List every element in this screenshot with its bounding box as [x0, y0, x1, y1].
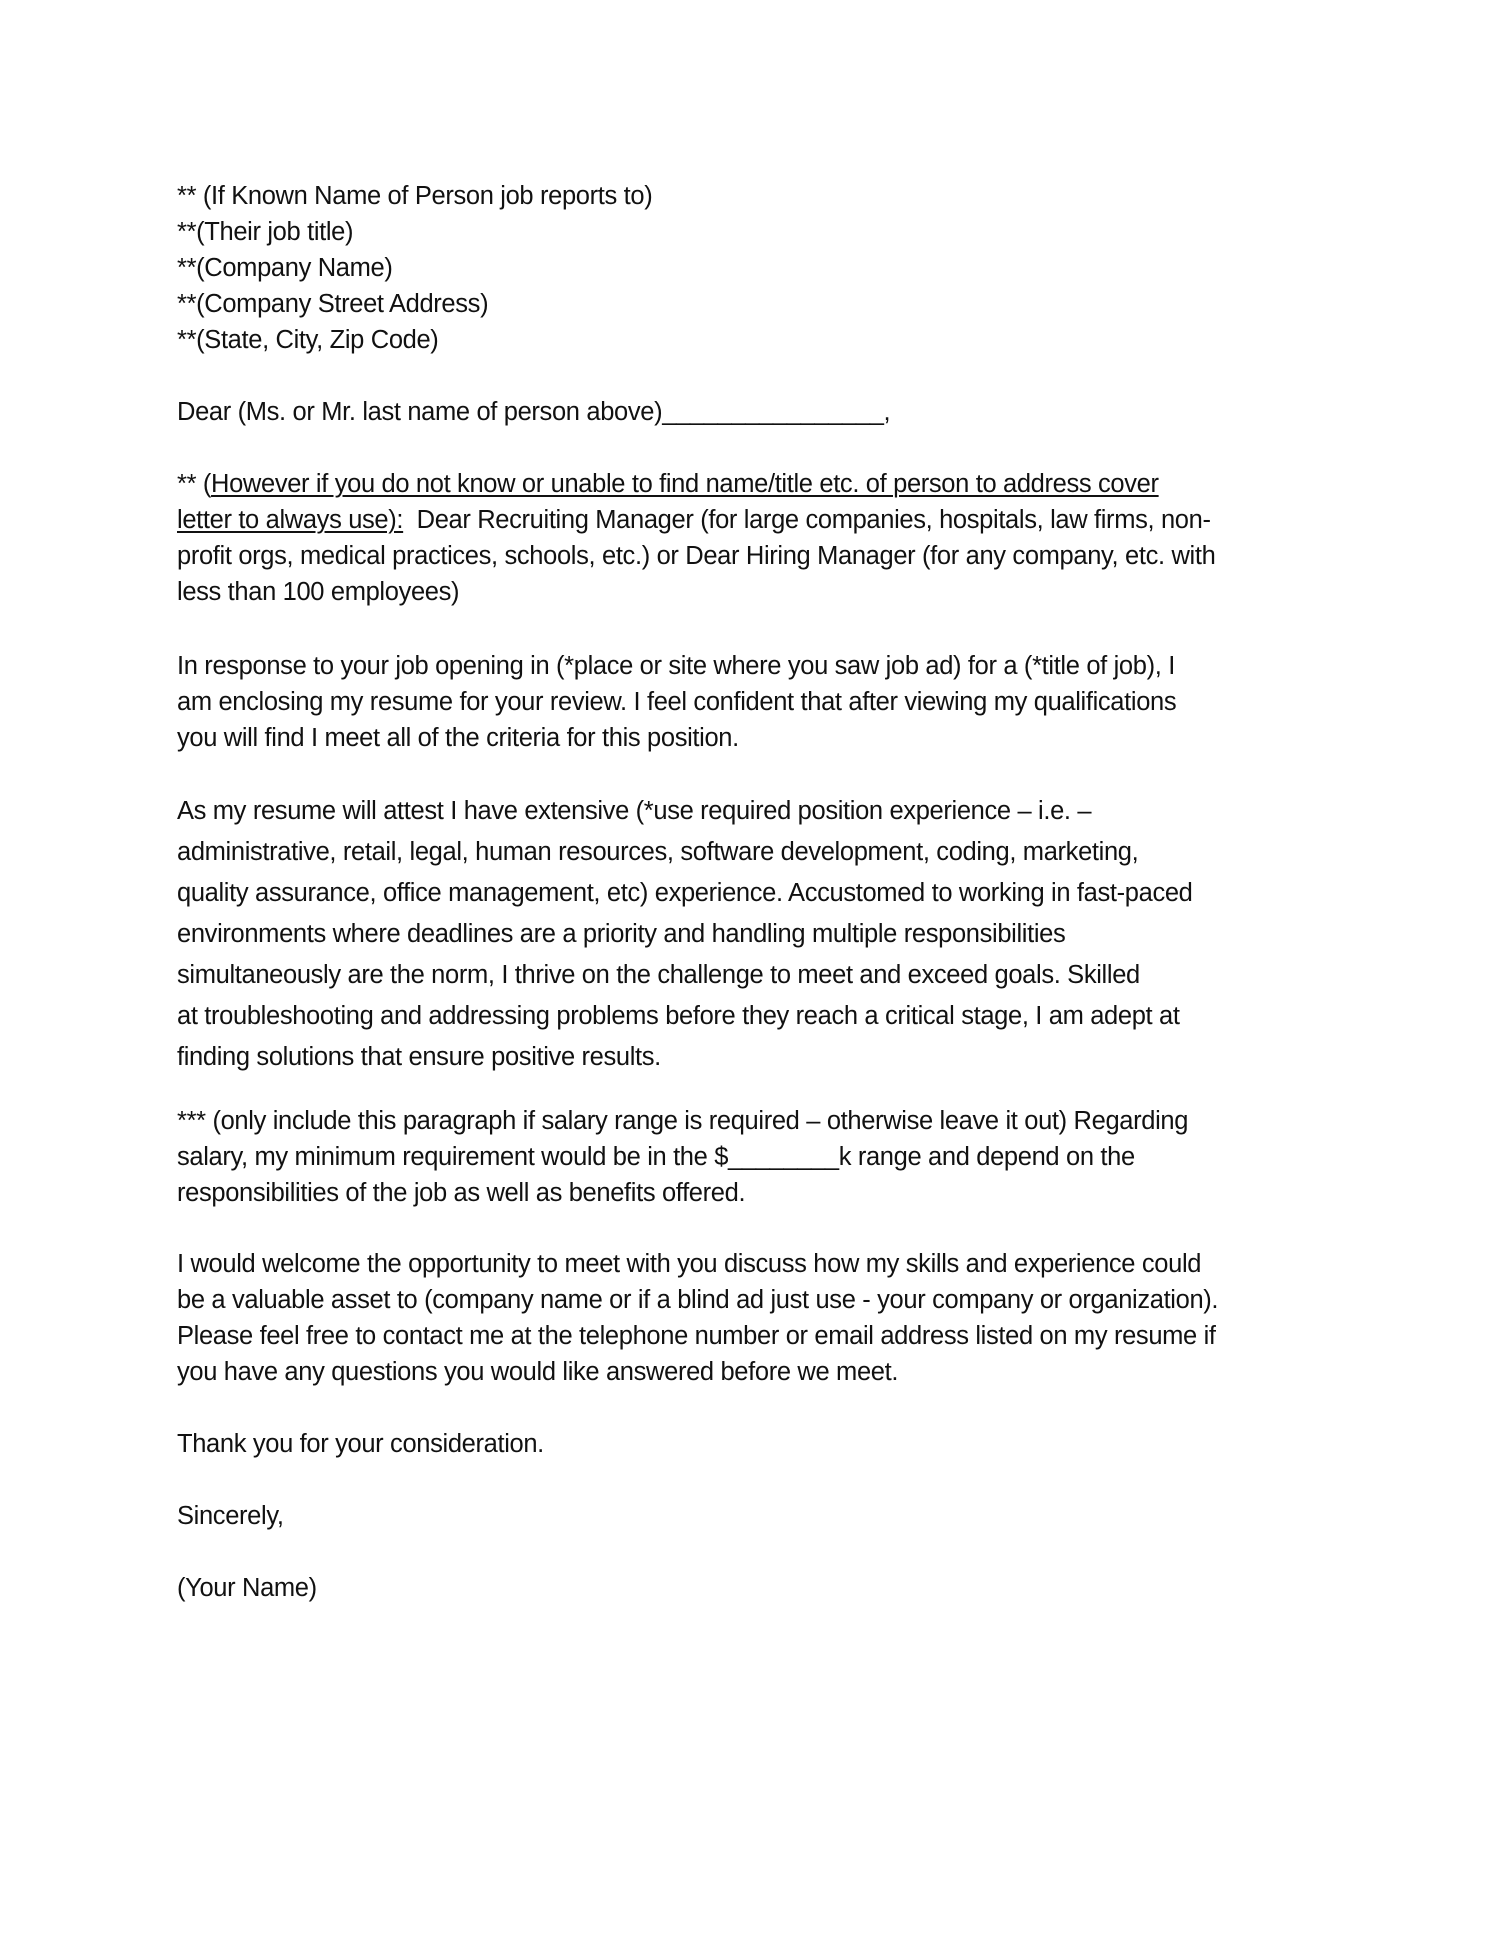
salutation-comma: , — [883, 398, 891, 426]
alternate-prefix: ** ( — [177, 470, 212, 498]
thank-you-line: Thank you for your consideration. — [177, 1430, 544, 1458]
experience-line: environments where deadlines are a priority and handling multiple responsibilities — [177, 920, 1066, 948]
salutation — [177, 396, 890, 428]
salary-line-1: *** (only include this paragraph if salary range is required – otherwise leave it out) Regarding — [177, 1107, 1189, 1135]
salary-text-after: k range and depend on the — [838, 1143, 1135, 1171]
experience-line: finding solutions that ensure positive results. — [177, 1043, 661, 1071]
salary-text-before: salary, my minimum requirement would be in the $ — [177, 1143, 729, 1171]
closing-line: be a valuable asset to (company name or if a blind ad just use - your company or organization). — [177, 1286, 1219, 1314]
alternate-recruiting-manager-text: Dear Recruiting Manager (for large companies, hospitals, law firms, non- — [403, 506, 1211, 534]
experience-line: simultaneously are the norm, I thrive on the challenge to meet and exceed goals. Skilled — [177, 961, 1140, 989]
experience-line: As my resume will attest I have extensive (*use required position experience – i.e. – — [177, 797, 1092, 825]
salary-amount-blank: ________ — [728, 1143, 839, 1171]
experience-line: at troubleshooting and addressing problems before they reach a critical stage, I am adept at — [177, 1002, 1180, 1030]
experience-line: administrative, retail, legal, human resources, software development, coding, marketing, — [177, 838, 1139, 866]
salutation-name-blank: ________________ — [662, 398, 884, 426]
signoff: Sincerely, — [177, 1502, 284, 1530]
address-line-job-title: **(Their job title) — [177, 218, 354, 246]
salary-line-2 — [177, 1141, 1135, 1173]
alternate-salutation-line-1 — [177, 468, 1159, 500]
experience-line: quality assurance, office management, etc) experience. Accustomed to working in fast-paced — [177, 879, 1193, 907]
signature-name: (Your Name) — [177, 1574, 317, 1602]
address-line-street: **(Company Street Address) — [177, 290, 489, 318]
alternate-underlined-instruction-2: letter to always use): — [177, 506, 404, 534]
alternate-salutation-line-2 — [177, 504, 1211, 536]
alternate-salutation-line-3: profit orgs, medical practices, schools, etc.) or Dear Hiring Manager (for any company, etc. with — [177, 542, 1216, 570]
closing-line: Please feel free to contact me at the telephone number or email address listed on my resume if — [177, 1322, 1216, 1350]
alternate-salutation-line-4: less than 100 employees) — [177, 578, 460, 606]
address-line-company-name: **(Company Name) — [177, 254, 393, 282]
salutation-text: Dear (Ms. or Mr. last name of person above) — [177, 398, 663, 426]
response-line: you will find I meet all of the criteria for this position. — [177, 724, 739, 752]
salary-line-3: responsibilities of the job as well as benefits offered. — [177, 1179, 746, 1207]
response-line: am enclosing my resume for your review. I feel confident that after viewing my qualifications — [177, 688, 1177, 716]
alternate-underlined-instruction-1: However if you do not know or unable to find name/title etc. of person to address cover — [211, 470, 1159, 498]
address-line-recipient-name: ** (If Known Name of Person job reports to) — [177, 182, 653, 210]
address-line-city-state-zip: **(State, City, Zip Code) — [177, 326, 439, 354]
response-line: In response to your job opening in (*place or site where you saw job ad) for a (*title of job), I — [177, 652, 1175, 680]
closing-line: you have any questions you would like answered before we meet. — [177, 1358, 899, 1386]
closing-line: I would welcome the opportunity to meet with you discuss how my skills and experience could — [177, 1250, 1202, 1278]
